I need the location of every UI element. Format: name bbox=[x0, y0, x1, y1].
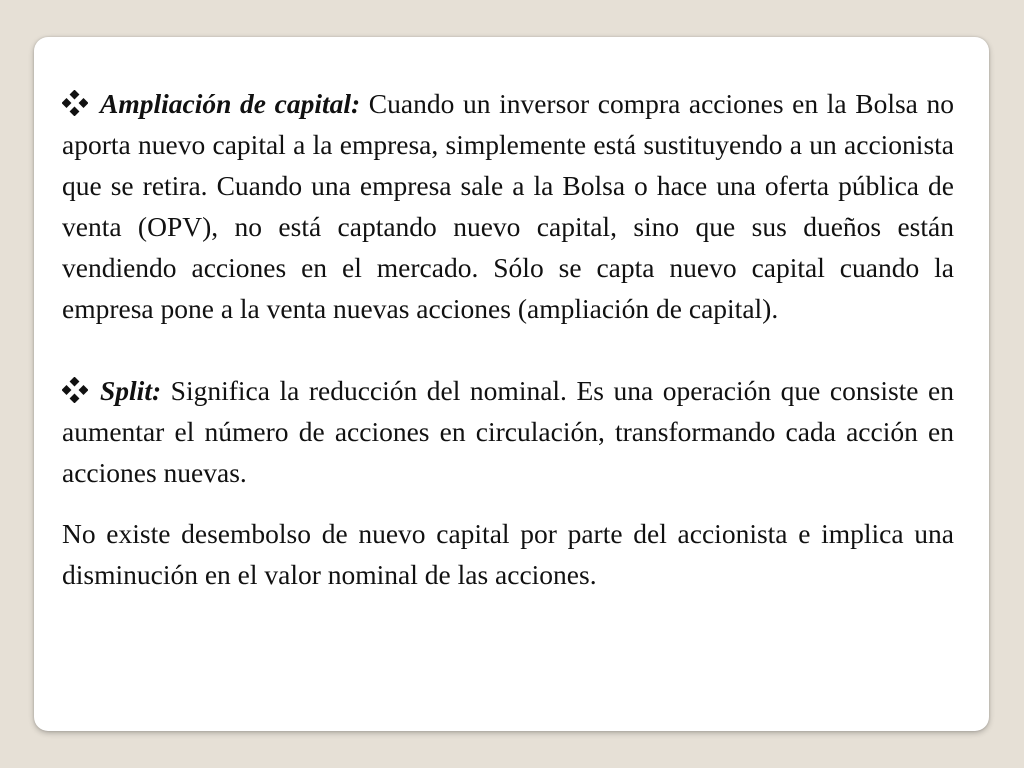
term-ampliacion: Ampliación de capital: bbox=[100, 88, 361, 119]
text-ampliacion: Cuando un inversor compra acciones en la Bolsa no aporta nuevo capital a la empresa, simplemente está sustituyendo a un accionista que se retira. Cuando una empresa sale a la Bolsa o hace una oferta pública de venta (OPV), no está captando nuevo capital, sino que sus dueños están vendiendo acciones en el mercado. Sólo se capta nuevo capital cuando la empresa pone a la venta nuevas acciones (ampliación de capital). bbox=[62, 88, 954, 324]
paragraph-ampliacion bbox=[62, 83, 954, 329]
term-split: Split: bbox=[100, 375, 162, 406]
slide-card bbox=[34, 37, 989, 731]
paragraph-closing: No existe desembolso de nuevo capital por parte del accionista e implica una disminución en el valor nominal de las acciones. bbox=[62, 518, 954, 590]
paragraph-split bbox=[62, 370, 954, 493]
diamond-quad-bullet-icon bbox=[62, 90, 88, 116]
diamond-quad-bullet-icon bbox=[62, 377, 88, 403]
slide-content bbox=[62, 83, 954, 595]
text-split: Significa la reducción del nominal. Es una operación que consiste en aumentar el número de acciones en circulación, transformando cada acción en acciones nuevas. bbox=[62, 375, 954, 488]
